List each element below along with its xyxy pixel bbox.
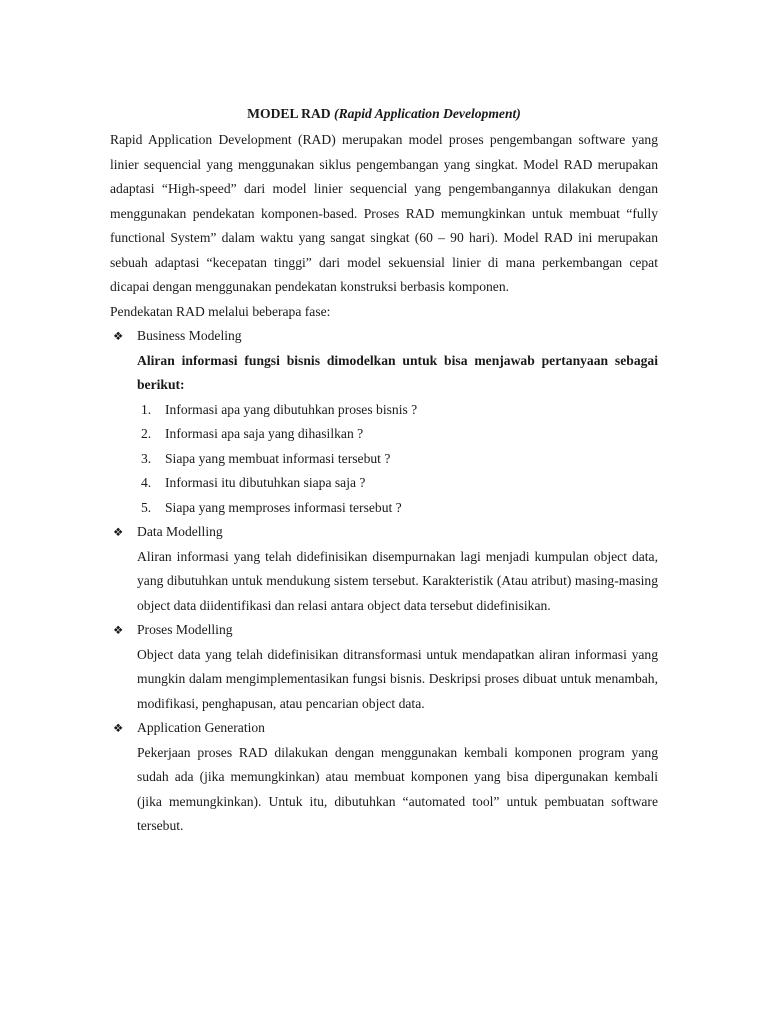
- list-item: [137, 422, 658, 447]
- phase-item-proses-modelling: [110, 618, 658, 643]
- phase-item-data-modelling: [110, 520, 658, 545]
- list-text: Siapa yang memproses informasi tersebut ?: [165, 499, 402, 515]
- phase-item-business-modeling: [110, 324, 658, 349]
- list-number: 3.: [141, 450, 152, 466]
- phase-item-application-generation: [110, 716, 658, 741]
- list-item: [137, 398, 658, 423]
- list-text: Informasi itu dibutuhkan siapa saja ?: [165, 475, 366, 490]
- list-item: [137, 471, 658, 496]
- document-body: [110, 104, 658, 839]
- title-subtitle: (Rapid Application Development): [334, 106, 521, 121]
- document-title: [110, 104, 658, 124]
- phase-description: Aliran informasi yang telah didefinisikan disempurnakan lagi menjadi kumpulan object data, yang dibutuhkan untuk mendukung sistem tersebut. Karakteristik (Atau atribut) masing-masing object data diidentifikasi dan relasi antara object data tersebut didefinisikan.: [137, 548, 658, 613]
- diamond-bullet-icon: ❖: [113, 721, 124, 735]
- list-item: [137, 447, 658, 472]
- question-list: [110, 398, 658, 521]
- phase-description: Pekerjaan proses RAD dilakukan dengan menggunakan kembali komponen program yang sudah ada (jika memungkinkan) atau membuat komponen yang bisa dipergunakan kembali (jika memungkinkan). Untuk itu, dibutuhkan “automated tool” untuk pembuatan software tersebut.: [137, 744, 658, 833]
- diamond-bullet-icon: ❖: [113, 525, 124, 539]
- list-text: Informasi apa saja yang dihasilkan ?: [165, 426, 364, 441]
- list-text: Siapa yang membuat informasi tersebut ?: [165, 450, 391, 466]
- list-number: 5.: [141, 499, 152, 515]
- list-number: 1.: [141, 401, 152, 417]
- phase-name: Business Modeling: [137, 328, 242, 343]
- list-number: 2.: [141, 426, 152, 441]
- list-text: Informasi apa yang dibutuhkan proses bisnis ?: [165, 401, 418, 417]
- phase-description: Aliran informasi fungsi bisnis dimodelkan untuk bisa menjawab pertanyaan sebagai berikut:: [137, 352, 658, 392]
- phase-name: Proses Modelling: [137, 622, 233, 637]
- diamond-bullet-icon: ❖: [113, 623, 124, 637]
- title-main: MODEL RAD: [247, 106, 331, 121]
- phases-intro: Pendekatan RAD melalui beberapa fase:: [110, 303, 331, 319]
- diamond-bullet-icon: ❖: [113, 329, 124, 343]
- phase-name: Application Generation: [137, 720, 265, 735]
- list-number: 4.: [141, 475, 152, 490]
- intro-paragraph: Rapid Application Development (RAD) merupakan model proses pengembangan software yang linier sequencial yang menggunakan siklus pengembangan yang singkat. Model RAD merupakan adaptasi “High-speed” dari model linier sequencial yang pengembangannya dilakukan dengan menggunakan pendekatan komponen-based. Proses RAD memungkinkan untuk membuat “fully functional System” dalam waktu yang sangat singkat (60 – 90 hari). Model RAD ini merupakan sebuah adaptasi “kecepatan tinggi” dari model sekuensial linier di mana perkembangan cepat dicapai dengan menggunakan pendekatan konstruksi berbasis komponen.: [110, 132, 658, 294]
- phase-name: Data Modelling: [137, 524, 223, 539]
- phase-description: Object data yang telah didefinisikan ditransformasi untuk mendapatkan aliran informasi yang mungkin dalam mengimplementasikan fungsi bisnis. Deskripsi proses dibuat untuk menambah, modifikasi, penghapusan, atau pencarian object data.: [137, 646, 658, 711]
- list-item: [137, 496, 658, 521]
